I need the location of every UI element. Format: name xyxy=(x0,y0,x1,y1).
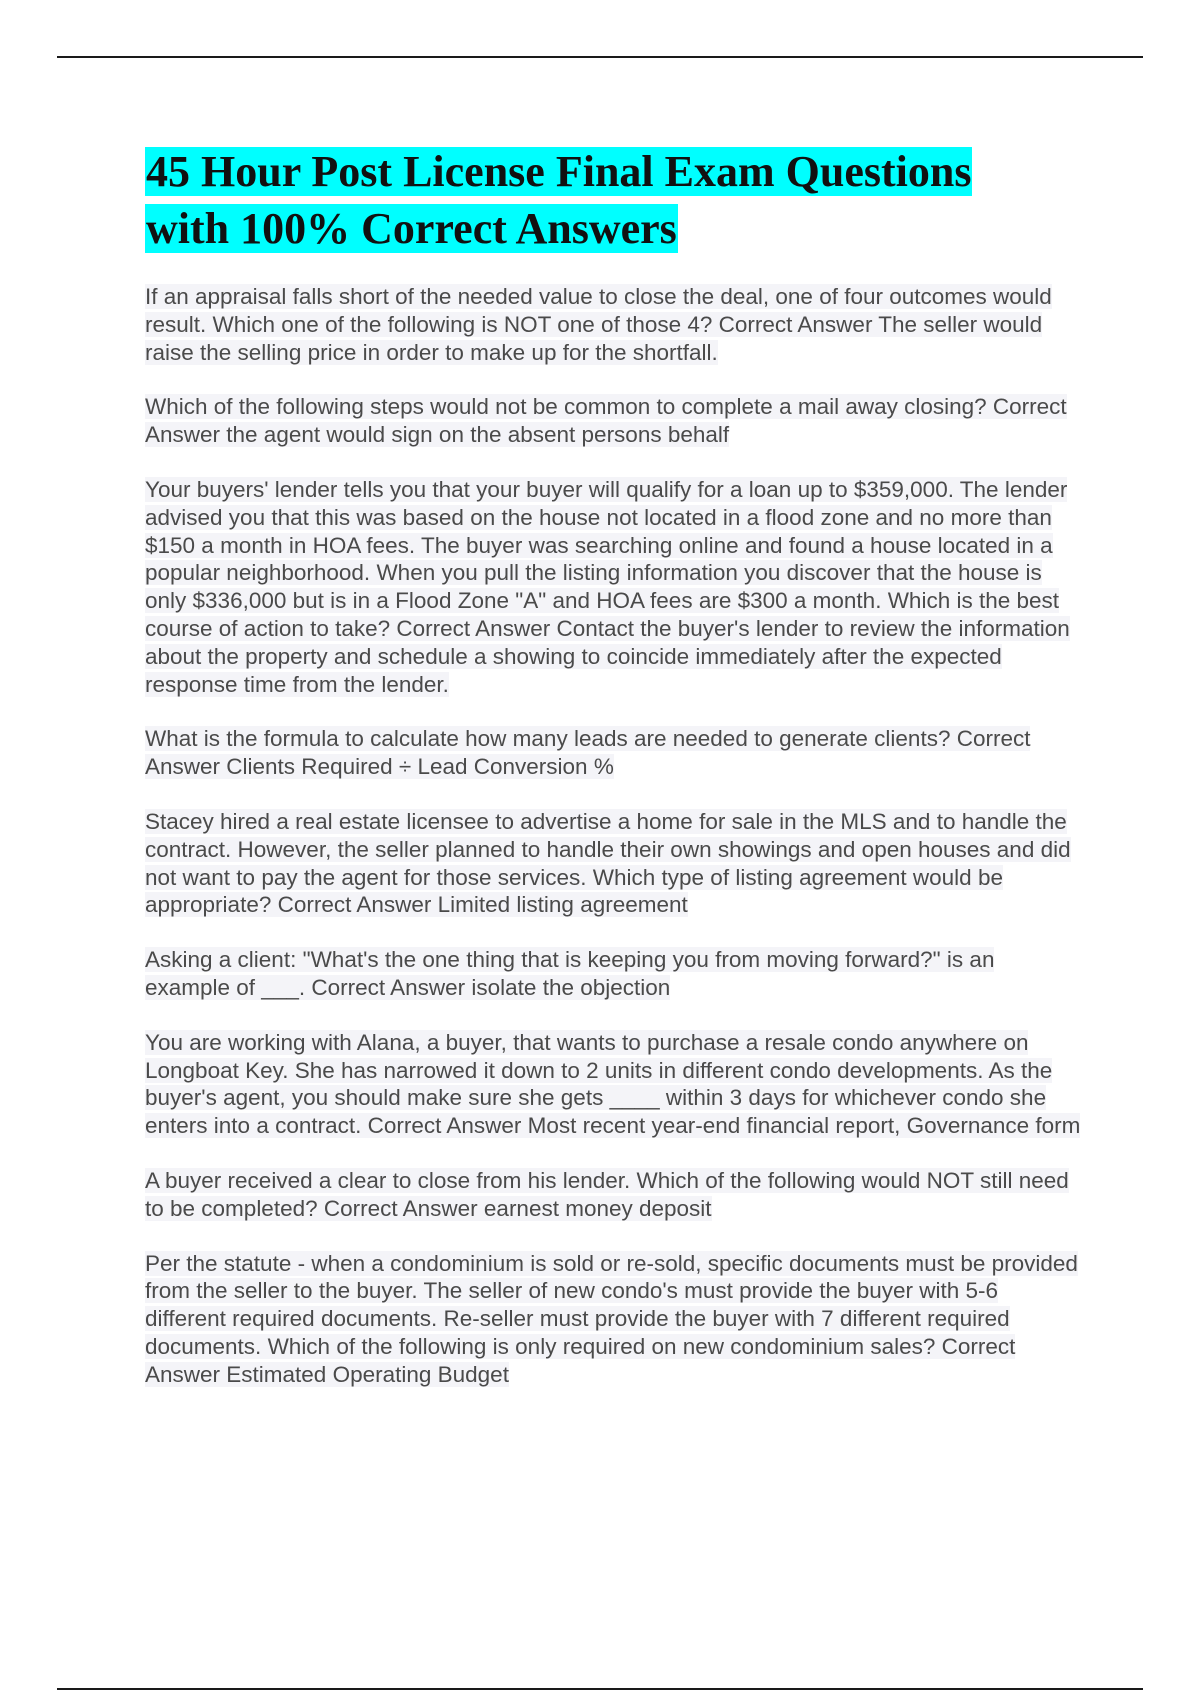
qa-item xyxy=(145,476,1085,698)
qa-item xyxy=(145,808,1085,919)
top-rule xyxy=(57,56,1143,58)
qa-item xyxy=(145,1029,1085,1140)
qa-text: Asking a client: "What's the one thing that is keeping you from moving forward?" is an example of ___. Correct Answer isolate the objection xyxy=(145,947,995,1000)
qa-item xyxy=(145,283,1085,366)
qa-item xyxy=(145,725,1085,781)
title-line-1: 45 Hour Post License Final Exam Questions xyxy=(146,147,972,196)
qa-item xyxy=(145,946,1085,1002)
qa-text: Stacey hired a real estate licensee to advertise a home for sale in the MLS and to handle the contract. However, the seller planned to handle their own showings and open houses and did not want to pay the agent for those services. Which type of listing agreement would be appropriate? Correct Answer Limited listing agreement xyxy=(145,808,1071,918)
qa-item xyxy=(145,1167,1085,1223)
qa-item xyxy=(145,1250,1085,1389)
qa-text: Per the statute - when a condominium is sold or re-sold, specific documents must be provided from the seller to the buyer. The seller of new condo's must provide the buyer with 5-6 different required documents. Re-seller must provide the buyer with 7 different required documents. Which of the following is only required on new condominium sales? Correct Answer Estimated Operating Budget xyxy=(145,1250,1078,1387)
question-answer-list xyxy=(145,283,1085,1416)
qa-text: Your buyers' lender tells you that your buyer will qualify for a loan up to $359,000. The lender advised you that this was based on the house not located in a flood zone and no more than $150 a month in HOA fees. The buyer was searching online and found a house located in a popular neighborhood. When you pull the listing information you discover that the house is only $336,000 but is in a Flood Zone "A" and HOA fees are $300 a month. Which is the best course of action to take? Correct Answer Contact the buyer's lender to review the information about the property and schedule a showing to coincide immediately after the expected response time from the lender. xyxy=(145,476,1070,697)
bottom-rule xyxy=(57,1688,1143,1690)
qa-item xyxy=(145,393,1085,449)
qa-text: What is the formula to calculate how many leads are needed to generate clients? Correct Answer Clients Required ÷ Lead Conversion % xyxy=(145,726,1031,780)
qa-text: Which of the following steps would not be common to complete a mail away closing? Correct Answer the agent would sign on the absent persons behalf xyxy=(145,394,1067,448)
title-line-2: with 100% Correct Answers xyxy=(146,204,677,253)
qa-text: You are working with Alana, a buyer, that wants to purchase a resale condo anywhere on Longboat Key. She has narrowed it down to 2 units in different condo developments. As the buyer's agent, you should make sure she gets ____ within 3 days for whichever condo she enters into a contract. Correct Answer Most recent year-end financial report, Governance form xyxy=(145,1029,1081,1139)
document-title xyxy=(145,143,1085,257)
qa-text: If an appraisal falls short of the needed value to close the deal, one of four outcomes would result. Which one of the following is NOT one of those 4? Correct Answer The seller would raise the selling price in order to make up for the shortfall. xyxy=(145,284,1052,365)
qa-text: A buyer received a clear to close from his lender. Which of the following would NOT still need to be completed? Correct Answer earnest money deposit xyxy=(145,1167,1069,1221)
